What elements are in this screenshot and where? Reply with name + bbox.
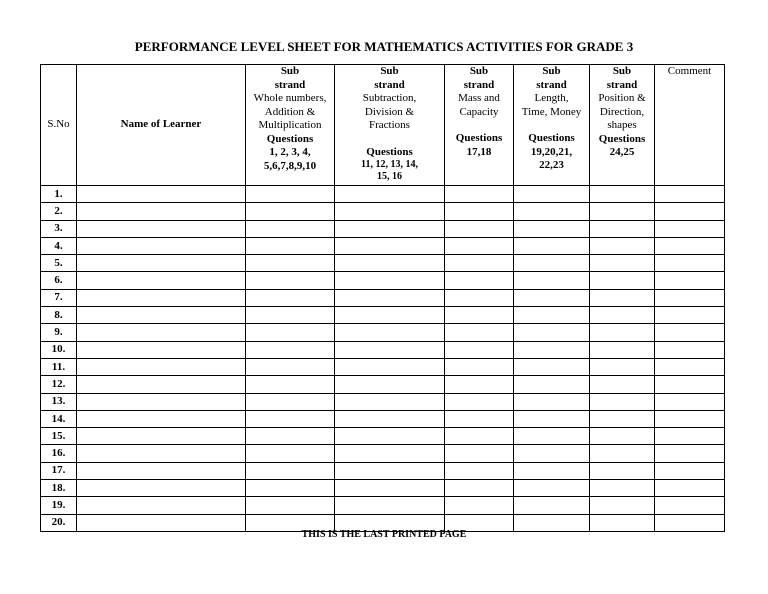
strand-2-cell[interactable] [335,480,445,497]
performance-table [40,64,725,532]
comment-cell[interactable] [655,445,725,462]
row-number: 17. [41,462,77,479]
strand-label-strand: strand [274,78,306,91]
strand-1-cell[interactable] [246,203,335,220]
row-number: 2. [41,203,77,220]
strand-label-strand: strand [463,78,495,91]
strand-5-cell[interactable] [590,410,655,427]
strand-2-cell[interactable] [335,497,445,514]
strand-desc-line: Mass and [458,92,500,104]
strand-label-strand: strand [374,78,405,91]
strand-desc-line: Position & [598,92,646,104]
strand-3-cell[interactable] [445,462,514,479]
learner-name-cell[interactable] [77,341,246,358]
comment-cell[interactable] [655,186,725,203]
comment-cell[interactable] [655,410,725,427]
strand-4-cell[interactable] [514,341,590,358]
table-row [41,393,725,410]
strand-5-cell[interactable] [590,272,655,289]
comment-cell[interactable] [655,341,725,358]
strand-3-cell[interactable] [445,203,514,220]
sno-header: S.No [41,65,77,186]
learner-name-header: Name of Learner [77,65,246,186]
row-number: 12. [41,376,77,393]
strand-1-cell[interactable] [246,289,335,306]
strand-4-cell[interactable] [514,410,590,427]
strand-5-cell[interactable] [590,445,655,462]
strand-4-cell[interactable] [514,237,590,254]
strand-4-cell[interactable] [514,462,590,479]
strand-2-cell[interactable] [335,376,445,393]
strand-2-cell[interactable] [335,237,445,254]
comment-cell[interactable] [655,203,725,220]
page-title: PERFORMANCE LEVEL SHEET FOR MATHEMATICS ACTIVITIES FOR GRADE 3 [134,39,634,54]
strand-2-cell[interactable] [335,462,445,479]
comment-cell[interactable] [655,497,725,514]
row-number: 14. [41,410,77,427]
strand-3-cell[interactable] [445,358,514,375]
strand-5-cell[interactable] [590,358,655,375]
table-row [41,272,725,289]
learner-name-cell[interactable] [77,393,246,410]
row-number: 16. [41,445,77,462]
learner-name-cell[interactable] [77,480,246,497]
strand-3-cell[interactable] [445,376,514,393]
table-row [41,220,725,237]
strand-3-cell[interactable] [445,186,514,203]
strand-desc-line: Subtraction, [362,92,417,104]
table-row [41,237,725,254]
strand-3-cell[interactable] [445,445,514,462]
table-row [41,289,725,306]
strand-5-cell[interactable] [590,255,655,272]
row-number: 19. [41,497,77,514]
strand-3-cell[interactable] [445,497,514,514]
strand-desc-line: Whole numbers, [253,92,327,104]
strand-1-cell[interactable] [246,462,335,479]
strand-5-cell[interactable] [590,307,655,324]
strand-3-cell[interactable] [445,272,514,289]
row-number: 7. [41,289,77,306]
strand-desc-line: Time, Money [521,105,582,118]
strand-label-sub: Sub [542,65,561,77]
strand-label-strand: strand [536,78,567,91]
comment-cell[interactable] [655,220,725,237]
strand-5-cell[interactable] [590,324,655,341]
strand-1-cell[interactable] [246,341,335,358]
strand-2-cell[interactable] [335,220,445,237]
learner-name-cell[interactable] [77,186,246,203]
row-number: 3. [41,220,77,237]
row-number: 15. [41,428,77,445]
table-row [41,358,725,375]
strand-label-sub: Sub [380,65,399,77]
strand-1-cell[interactable] [246,237,335,254]
strand-2-cell[interactable] [335,289,445,306]
table-row [41,255,725,272]
table-row [41,186,725,203]
learner-name-cell[interactable] [77,324,246,341]
strand-5-cell[interactable] [590,480,655,497]
comment-cell[interactable] [655,307,725,324]
strand-5-cell[interactable] [590,186,655,203]
strand-3-cell[interactable] [445,341,514,358]
strand-1-cell[interactable] [246,497,335,514]
strand-1-cell[interactable] [246,445,335,462]
strand-1-cell[interactable] [246,186,335,203]
strand-label-sub: Sub [612,65,632,77]
strand-1-cell[interactable] [246,428,335,445]
strand-label-sub: Sub [469,65,489,77]
strand-4-cell[interactable] [514,480,590,497]
questions-list: 11, 12, 13, 14, [361,159,418,170]
learner-name-cell[interactable] [77,462,246,479]
row-number: 13. [41,393,77,410]
strand-2-cell[interactable] [335,393,445,410]
comment-cell[interactable] [655,428,725,445]
row-number: 1. [41,186,77,203]
strand-5-cell[interactable] [590,203,655,220]
row-number: 5. [41,255,77,272]
strand-desc-line: Addition & [264,105,316,118]
strand-5-cell[interactable] [590,289,655,306]
learner-name-cell[interactable] [77,445,246,462]
strand-4-cell[interactable] [514,376,590,393]
strand-3-cell[interactable] [445,289,514,306]
comment-cell[interactable] [655,393,725,410]
comment-cell[interactable] [655,324,725,341]
comment-cell[interactable] [655,289,725,306]
strand-2-cell[interactable] [335,307,445,324]
strand-2-cell[interactable] [335,186,445,203]
learner-name-cell[interactable] [77,237,246,254]
strand-1-cell[interactable] [246,220,335,237]
strand-4-cell[interactable] [514,289,590,306]
table-row [41,462,725,479]
header-row [41,65,725,186]
strand-2-cell[interactable] [335,272,445,289]
strand-2-cell[interactable] [335,358,445,375]
strand-desc-line: Length, [534,92,569,104]
strand-3-cell[interactable] [445,428,514,445]
questions-label: Questions [266,132,314,145]
strand-3-cell[interactable] [445,410,514,427]
strand-2-cell[interactable] [335,410,445,427]
learner-name-cell[interactable] [77,203,246,220]
strand-2-cell[interactable] [335,445,445,462]
strand-4-cell[interactable] [514,255,590,272]
strand-1-cell[interactable] [246,255,335,272]
strand-5-cell[interactable] [590,428,655,445]
strand-4-cell[interactable] [514,203,590,220]
strand-label-sub: Sub [280,65,300,77]
table-row [41,428,725,445]
strand-desc-line: Multiplication [258,119,322,131]
table-row [41,324,725,341]
strand-3-cell[interactable] [445,237,514,254]
row-number: 8. [41,307,77,324]
row-number: 18. [41,480,77,497]
strand-header-1 [246,65,335,186]
learner-name-cell[interactable] [77,376,246,393]
strand-5-cell[interactable] [590,237,655,254]
strand-1-cell[interactable] [246,480,335,497]
strand-3-cell[interactable] [445,307,514,324]
strand-3-cell[interactable] [445,220,514,237]
strand-label-strand: strand [606,78,638,91]
strand-desc-line: shapes [607,119,637,131]
row-number: 10. [41,341,77,358]
learner-name-cell[interactable] [77,307,246,324]
strand-desc-line: Fractions [369,119,410,131]
questions-label: Questions [366,145,413,158]
comment-cell[interactable] [655,237,725,254]
strand-4-cell[interactable] [514,307,590,324]
strand-5-cell[interactable] [590,220,655,237]
learner-name-cell[interactable] [77,220,246,237]
row-number: 6. [41,272,77,289]
questions-label: Questions [528,132,575,144]
table-row [41,307,725,324]
strand-desc-line: Direction, [599,105,645,118]
table-row [41,480,725,497]
strand-5-cell[interactable] [590,393,655,410]
learner-rows [41,186,725,532]
learner-name-cell[interactable] [77,358,246,375]
row-number: 11. [41,358,77,375]
questions-list: 17,18 [466,145,492,158]
questions-label: Questions [455,132,503,144]
comment-cell[interactable] [655,480,725,497]
comment-cell[interactable] [655,358,725,375]
strand-5-cell[interactable] [590,341,655,358]
strand-2-cell[interactable] [335,324,445,341]
row-number: 9. [41,324,77,341]
learner-name-cell[interactable] [77,410,246,427]
strand-2-cell[interactable] [335,341,445,358]
questions-list: 15, 16 [377,171,402,182]
table-row [41,341,725,358]
row-number: 20. [41,514,77,531]
strand-3-cell[interactable] [445,393,514,410]
comment-cell[interactable] [655,462,725,479]
comment-header: Comment [655,65,725,186]
table-row [41,497,725,514]
table-row [41,376,725,393]
strand-1-cell[interactable] [246,410,335,427]
questions-list: 22,23 [539,159,564,171]
questions-label: Questions [598,132,646,145]
strand-4-cell[interactable] [514,497,590,514]
questions-list: 24,25 [609,146,635,158]
strand-header-5 [590,65,655,186]
learner-name-cell[interactable] [77,428,246,445]
strand-1-cell[interactable] [246,376,335,393]
strand-3-cell[interactable] [445,324,514,341]
strand-4-cell[interactable] [514,324,590,341]
learner-name-cell[interactable] [77,289,246,306]
strand-header-2 [335,65,445,186]
strand-1-cell[interactable] [246,272,335,289]
strand-3-cell[interactable] [445,480,514,497]
learner-name-cell[interactable] [77,272,246,289]
learner-name-cell[interactable] [77,255,246,272]
strand-1-cell[interactable] [246,393,335,410]
strand-5-cell[interactable] [590,497,655,514]
strand-desc-line: Division & [364,105,415,118]
footer-note: THIS IS THE LAST PRINTED PAGE [301,529,467,540]
strand-4-cell[interactable] [514,186,590,203]
table-row [41,445,725,462]
questions-list: 19,20,21, [530,145,573,158]
comment-cell[interactable] [655,255,725,272]
strand-2-cell[interactable] [335,255,445,272]
table-row [41,410,725,427]
strand-desc-line: Capacity [459,105,499,118]
comment-cell[interactable] [655,272,725,289]
strand-4-cell[interactable] [514,445,590,462]
strand-1-cell[interactable] [246,307,335,324]
comment-cell[interactable] [655,376,725,393]
strand-4-cell[interactable] [514,220,590,237]
strand-5-cell[interactable] [590,462,655,479]
strand-1-cell[interactable] [246,324,335,341]
strand-4-cell[interactable] [514,358,590,375]
learner-name-cell[interactable] [77,497,246,514]
strand-2-cell[interactable] [335,428,445,445]
questions-list: 5,6,7,8,9,10 [263,159,317,172]
strand-5-cell[interactable] [590,376,655,393]
table-row [41,203,725,220]
strand-2-cell[interactable] [335,203,445,220]
row-number: 4. [41,237,77,254]
strand-header-3 [445,65,514,186]
strand-3-cell[interactable] [445,255,514,272]
strand-4-cell[interactable] [514,272,590,289]
questions-list: 1, 2, 3, 4, [269,146,311,158]
strand-header-4 [514,65,590,186]
strand-1-cell[interactable] [246,358,335,375]
strand-4-cell[interactable] [514,428,590,445]
strand-4-cell[interactable] [514,393,590,410]
